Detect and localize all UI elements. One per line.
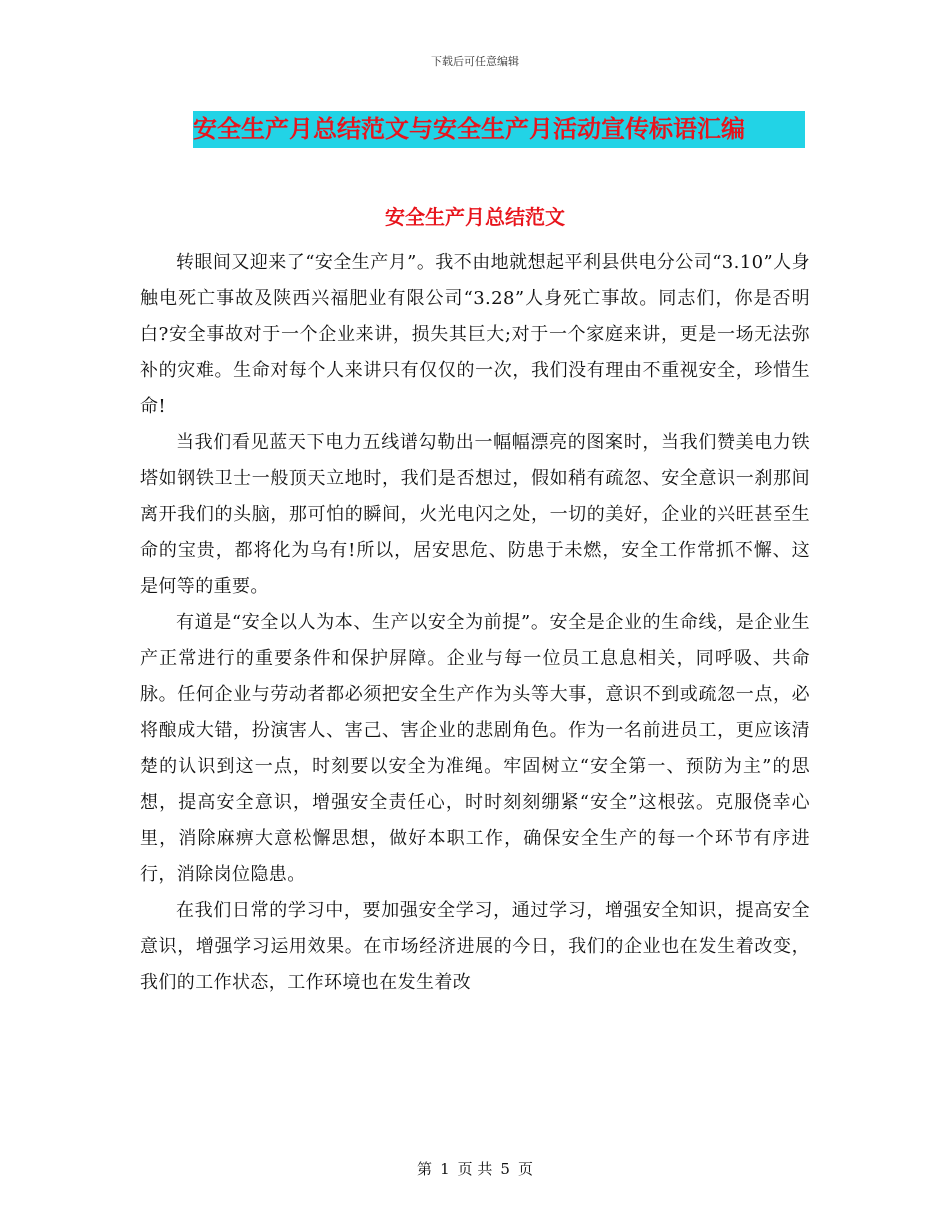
page-header-note: 下载后可任意编辑 xyxy=(431,55,519,68)
paragraph: 当我们看见蓝天下电力五线谱勾勒出一幅幅漂亮的图案时，当我们赞美电力铁塔如钢铁卫士一般顶天立地时，我们是否想过，假如稍有疏忽、安全意识一刹那间离开我们的头脑，那可怕的瞬间，火光电闪之处，一切的美好，企业的兴旺甚至生命的宝贵，都将化为乌有!所以，居安思危、防患于未燃，安全工作常抓不懈、这是何等的重要。 xyxy=(140,432,810,597)
footer-middle: 页 共 xyxy=(457,1160,493,1178)
paragraph: 有道是“安全以人为本、生产以安全为前提”。安全是企业的生命线，是企业生产正常进行的重要条件和保护屏障。企业与每一位员工息息相关，同呼吸、共命脉。任何企业与劳动者都必须把安全生产作为头等大事，意识不到或疏忽一点，必将酿成大错，扮演害人、害己、害企业的悲剧角色。作为一名前进员工，更应该清楚的认识到这一点，时刻要以安全为准绳。牢固树立“安全第一、预防为主”的思想，提高安全意识，增强安全责任心，时时刻刻绷紧“安全”这根弦。克服侥幸心里，消除麻痹大意松懈思想，做好本职工作，确保安全生产的每一个环节有序进行，消除岗位隐患。 xyxy=(140,612,810,885)
footer-prefix: 第 xyxy=(417,1160,433,1178)
section-title: 安全生产月总结范文 xyxy=(385,205,565,229)
paragraph: 转眼间又迎来了“安全生产月”。我不由地就想起平利县供电分公司“3.10”人身触电死亡事故及陕西兴福肥业有限公司“3.28”人身死亡事故。同志们，你是否明白?安全事故对于一个企业来讲，损失其巨大;对于一个家庭来讲，更是一场无法弥补的灾难。生命对每个人来讲只有仅仅的一次，我们没有理由不重视安全，珍惜生命! xyxy=(140,252,810,417)
footer-page-number: 1 xyxy=(440,1160,450,1178)
paragraph: 在我们日常的学习中，要加强安全学习，通过学习，增强安全知识，提高安全意识，增强学习运用效果。在市场经济进展的今日，我们的企业也在发生着改变，我们的工作状态，工作环境也在发生着改 xyxy=(140,900,810,993)
footer-suffix: 页 xyxy=(517,1160,533,1178)
page-footer xyxy=(0,1158,950,1179)
footer-total-pages: 5 xyxy=(500,1160,510,1178)
body-text xyxy=(140,245,810,1001)
document-title: 安全生产月总结范文与安全生产月活动宣传标语汇编 xyxy=(193,111,805,148)
